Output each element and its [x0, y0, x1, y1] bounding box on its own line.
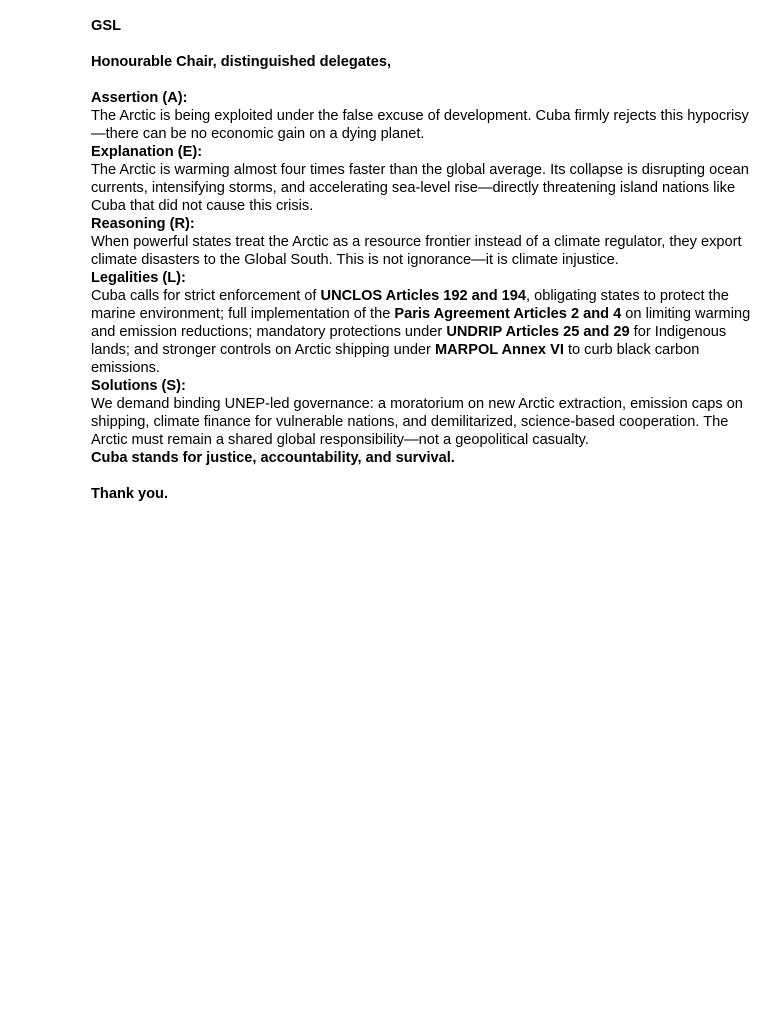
section-title-solutions: Solutions (S):: [91, 378, 186, 394]
legalities-run-bold: Paris Agreement Articles 2 and 4: [394, 306, 622, 322]
thank-you: Thank you.: [91, 486, 169, 502]
legalities-run: Cuba calls for strict enforcement of: [91, 288, 321, 304]
spacer: [91, 71, 751, 89]
spacer: [91, 35, 751, 53]
legalities-run-bold: UNCLOS Articles 192 and 194: [320, 288, 527, 304]
legalities-run-bold: MARPOL Annex VI: [434, 342, 564, 358]
section-title-assertion: Assertion (A):: [91, 90, 188, 106]
spacer: [91, 467, 751, 485]
section-body-solutions: We demand binding UNEP-led governance: a moratorium on new Arctic extraction, emission caps on shipping, climate finance for vulnerable nations, and demilitarized, science-based cooperation. The Arctic must remain a shared global responsibility—not a geopolitical casualty.: [91, 396, 743, 448]
salutation: Honourable Chair, distinguished delegates,: [91, 54, 392, 70]
document-heading: GSL: [91, 18, 121, 34]
section-title-reasoning: Reasoning (R):: [91, 216, 195, 232]
closing-statement: Cuba stands for justice, accountability, and survival.: [91, 450, 455, 466]
section-body-assertion: The Arctic is being exploited under the false excuse of development. Cuba firmly rejects this hypocrisy—there can be no economic gain on a dying planet.: [91, 108, 749, 142]
section-title-explanation: Explanation (E):: [91, 144, 203, 160]
legalities-run: to curb black carbon emissions.: [91, 342, 700, 376]
legalities-run: , obligating states to protect the marine environment; full implementation of the: [91, 288, 729, 322]
document-page: [91, 17, 751, 503]
section-body-reasoning: When powerful states treat the Arctic as a resource frontier instead of a climate regulator, they export climate disasters to the Global South. This is not ignorance—it is climate injustice.: [91, 234, 742, 268]
section-title-legalities: Legalities (L):: [91, 270, 186, 286]
legalities-run: on limiting warming and emission reductions; mandatory protections under: [91, 306, 751, 340]
legalities-run: for Indigenous lands; and stronger controls on Arctic shipping under: [91, 324, 727, 358]
legalities-run-bold: UNDRIP Articles 25 and 29: [446, 324, 630, 340]
section-body-explanation: The Arctic is warming almost four times faster than the global average. Its collapse is disrupting ocean currents, intensifying storms, and accelerating sea-level rise—directly threatening island nations like Cuba that did not cause this crisis.: [91, 162, 749, 214]
section-body-legalities: [91, 287, 751, 377]
